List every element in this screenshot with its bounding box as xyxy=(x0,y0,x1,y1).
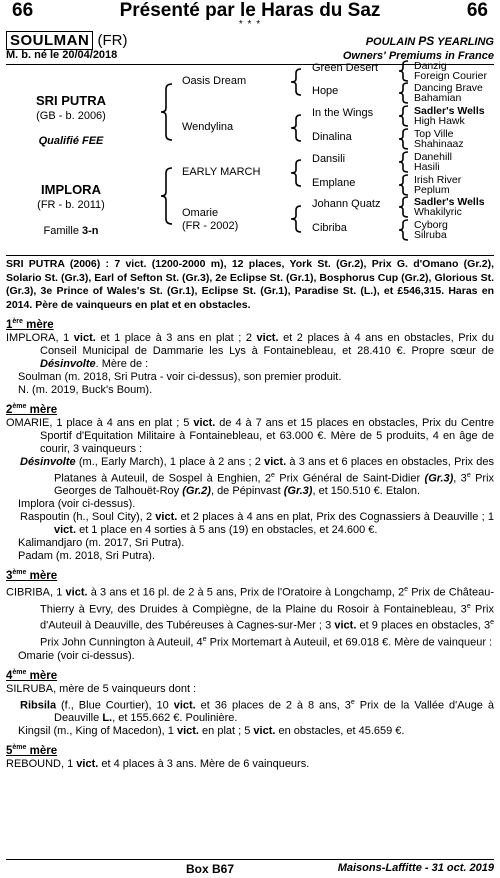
ped-g2-2: Wendylina xyxy=(182,121,234,133)
third-dam-produce-1: Omarie (voir ci-dessus). xyxy=(18,649,135,662)
bracket-sire xyxy=(160,83,176,141)
second-dam-produce-implora: Implora (voir ci-dessus). xyxy=(18,498,136,511)
horse-origin: (FR) xyxy=(93,32,128,49)
pedigree-table xyxy=(6,60,494,256)
horse-description xyxy=(366,34,494,48)
bracket-g3-4 xyxy=(398,128,410,150)
first-dam-produce-1: Soulman (m. 2018, Sri Putra - voir ci-dessus), son premier produit. xyxy=(18,370,342,383)
third-dam-section xyxy=(6,566,494,662)
sale-place-date: Maisons-Laffitte - 31 oct. 2019 xyxy=(337,862,494,874)
ped-g4-16: Silruba xyxy=(414,229,447,241)
first-dam-section xyxy=(6,315,494,397)
box-number: Box B67 xyxy=(186,862,235,876)
bracket-dam xyxy=(160,167,176,225)
ped-g4-1: Danzig xyxy=(414,60,447,72)
ped-g3-7: Johann Quatz xyxy=(312,198,381,210)
bracket-g2-3 xyxy=(290,159,304,187)
ped-g4-7: Top Ville xyxy=(414,128,454,140)
second-dam-record: OMARIE, 1 place à 4 ans en plat ; 5 vict. de 4 à 7 ans et 15 places en obstacles, Prix du Centre Sportif d'Equitation Militaire à Fontainebleau, et 63.000 €. Mère de 5 produits, 4 en âge de courir, 3 vainqueurs : xyxy=(6,416,495,455)
ped-g4-5: Sadler's Wells xyxy=(414,105,485,117)
bracket-g2-2 xyxy=(290,114,304,142)
ped-g4-14: Whakilyric xyxy=(414,206,462,218)
first-dam-heading: 1ère mère xyxy=(6,318,54,331)
fifth-dam-heading: 5ème mère xyxy=(6,744,58,758)
fourth-dam-record: SILRUBA, mère de 5 vainqueurs dont : xyxy=(6,682,197,695)
fifth-dam-record: REBOUND, 1 vict. et 4 places à 3 ans. Mère de 6 vainqueurs. xyxy=(6,758,310,771)
horse-birth: M. b. né le 20/04/2018 xyxy=(6,49,118,61)
bracket-g2-4 xyxy=(290,205,304,233)
second-dam-produce-kalimandjaro: Kalimandjaro (m. 2017, Sri Putra). xyxy=(18,537,185,550)
first-dam-produce-2: N. (m. 2019, Buck's Boum). xyxy=(18,383,153,396)
ped-sire-info: (GB - b. 2006) xyxy=(36,110,106,122)
sire-record: SRI PUTRA (2006) : 7 vict. (1200-2000 m), 12 places, York St. (Gr.2), Prix G. d'Omano (Gr.2), Solario St. (Gr.3), Earl of Sefton St. (Gr.3), 2e Eclipse St. (Gr.1), Bosphorus Cup (Gr.2), Glorious St. (Gr.3), 3e Prince of Wales's St. (Gr.1), Eclipse St. (Gr.1), Paradise St. (L.), et £546,315. Haras en 2014. Père de vainqueurs en plat et en obstacles. xyxy=(6,258,494,311)
second-dam-section xyxy=(6,400,494,563)
horse-name: SOULMAN xyxy=(6,31,93,50)
ped-g3-4: Dinalina xyxy=(312,131,352,143)
second-dam-produce-desinvolte: Désinvolte (m., Early March), 1 place à 2 ans ; 2 vict. à 3 ans et 6 places en obstacles, Prix des Platanes à Auteuil, de Sospel à Enghien, 2e Prix Général de Saint-Didier (Gr.3), 3e Prix Georges de Talhouët-Roy (Gr.2), de Pépinvast (Gr.3), et 150.510 €. Etalon. xyxy=(20,455,495,498)
ped-g4-10: Hasili xyxy=(414,161,440,173)
fourth-dam-heading: 4ème mère xyxy=(6,668,58,682)
fourth-dam-produce-kingsil: Kingsil (m., King of Macedon), 1 vict. en plat ; 5 vict. en obstacles, et 45.659 €. xyxy=(18,725,405,738)
desc-post: YEARLING xyxy=(434,36,494,48)
ped-g3-2: Hope xyxy=(312,85,339,97)
ped-family xyxy=(6,225,136,237)
bracket-g3-2 xyxy=(398,82,410,104)
ped-g4-11: Irish River xyxy=(414,174,462,186)
bracket-g3-1 xyxy=(398,60,410,82)
lot-number-right: 66 xyxy=(466,0,488,21)
ped-g3-6: Emplane xyxy=(312,177,356,189)
fourth-dam-section xyxy=(6,666,494,738)
fourth-dam-produce-ribsila: Ribsila (f., Blue Courtier), 10 vict. et 36 places de 2 à 8 ans, 3e Prix de la Vallée d'Auge à Deauville L., et 155.662 €. Poulinière. xyxy=(20,698,494,725)
horse-name-line xyxy=(6,32,127,49)
bracket-g3-7 xyxy=(398,196,410,218)
ped-sire-note: Qualifié FEE xyxy=(38,135,104,147)
bracket-g3-8 xyxy=(398,219,410,241)
consignor-title: Présenté par le Haras du Saz xyxy=(119,0,381,21)
ped-g4-13: Sadler's Wells xyxy=(414,196,485,208)
ped-g4-3: Dancing Brave xyxy=(414,82,483,94)
page-footer xyxy=(6,859,494,878)
ped-g2-1: Oasis Dream xyxy=(182,75,247,87)
ped-g4-12: Peplum xyxy=(414,184,450,196)
ped-dam: IMPLORA xyxy=(41,182,101,197)
ped-dam-info: (FR - b. 2011) xyxy=(37,199,105,211)
second-dam-produce-raspoutin: Raspoutin (h., Soul City), 2 vict. et 2 places à 4 ans en plat, Prix des Cognassiers à Deauville ; 1 vict. et 1 place en 4 sorties à 5 ans (19) en obstacles, et 24.600 €. xyxy=(20,511,494,537)
ped-g3-1: Green Desert xyxy=(312,62,379,74)
ped-g4-15: Cyborg xyxy=(414,219,448,231)
ped-g3-8: Cibriba xyxy=(312,222,347,234)
ped-g3-5: Dansili xyxy=(312,153,346,165)
ped-g4-8: Shahinaaz xyxy=(414,138,464,150)
fifth-dam-section xyxy=(6,741,494,771)
first-dam-record: IMPLORA, 1 vict. et 1 place à 3 ans en plat ; 2 vict. et 2 places à 4 ans en obstacles, Prix du Conseil Municipal de Dammarie les Lys à Fontainebleau, et 28.410 €. Propre sœur de Désinvolte. Mère de : xyxy=(6,331,494,370)
second-dam-produce-padam: Padam (m. 2018, Sri Putra). xyxy=(18,550,155,563)
third-dam-record: CIBRIBA, 1 vict. à 3 ans et 16 pl. de 2 à 5 ans, Prix de l'Oratoire à Longchamp, 2e Prix de Château-Thierry à Evry, des Druides à Compiègne, de la Plaine du Rosoir à Fontainebleau, 3e Prix d'Auteuil à Deauville, des Tubéreuses à Cagnes-sur-Mer ; 3 vict. et 9 places en obstacles, 3e Prix John Cunnington à Auteuil, 4e Prix Mortemart à Auteuil, et 69.018 €. Mère de vainqueur : xyxy=(6,586,495,649)
second-dam-heading: 2ème mère xyxy=(6,402,58,416)
family-number: 3-n xyxy=(82,225,99,237)
ped-g4-2: Foreign Courier xyxy=(414,70,487,82)
lot-number-left: 66 xyxy=(12,0,34,21)
bracket-g3-6 xyxy=(398,174,410,196)
owners-premium: Owners' Premiums in France xyxy=(342,50,494,62)
bracket-g2-1 xyxy=(290,68,304,96)
family-label: Famille xyxy=(43,225,82,237)
ped-g4-9: Danehill xyxy=(414,151,452,163)
ped-sire: SRI PUTRA xyxy=(35,93,107,108)
ped-g2-4: Omarie xyxy=(182,207,219,219)
ped-g4-6: High Hawk xyxy=(414,115,465,127)
ped-g2-4-info: (FR - 2002) xyxy=(182,220,239,232)
page-header xyxy=(6,0,494,30)
bracket-g3-5 xyxy=(398,151,410,173)
ped-g4-4: Bahamian xyxy=(414,92,462,104)
bracket-g3-3 xyxy=(398,105,410,127)
ped-g2-3: EARLY MARCH xyxy=(182,166,261,178)
ped-g3-3: In the Wings xyxy=(312,107,374,119)
desc-pre: POULAIN xyxy=(365,36,419,48)
header-stars: * * * xyxy=(238,19,262,30)
desc-ps: PS xyxy=(418,34,435,48)
third-dam-heading: 3ème mère xyxy=(6,569,58,583)
